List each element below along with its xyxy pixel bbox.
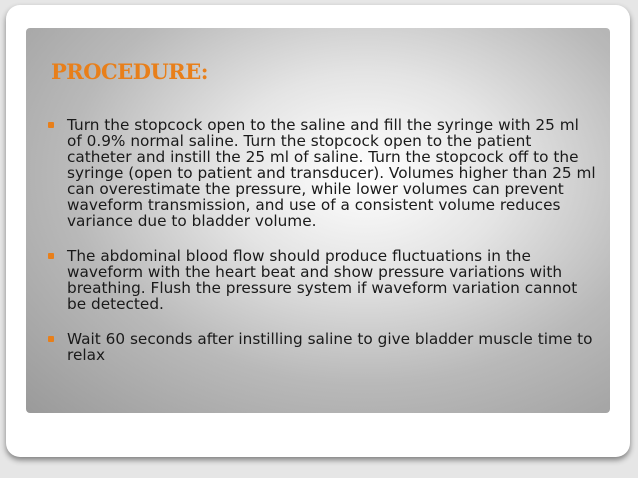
bullet-item (48, 117, 596, 229)
bullet-text: The abdominal blood flow should produce fluctuations in the waveform with the heart beat and show pressure variations with breathing. Flush the pressure system if waveform variation cannot be detected. (67, 247, 578, 313)
bullet-list (48, 117, 596, 363)
bullet-text: Wait 60 seconds after instilling saline to give bladder muscle time to relax (67, 330, 593, 364)
square-bullet-icon (48, 336, 54, 342)
slide-title: PROCEDURE: (51, 59, 208, 84)
square-bullet-icon (48, 253, 54, 259)
bullet-text: Turn the stopcock open to the saline and fill the syringe with 25 ml of 0.9% normal saline. Turn the stopcock open to the patient catheter and instill the 25 ml of saline. Turn the stopcock off to the syringe (open to patient and transducer). Volumes higher than 25 ml can overestimate the pressure, while lower volumes can prevent waveform transmission, and use of a consistent volume reduces variance due to bladder volume. (67, 116, 596, 230)
square-bullet-icon (48, 122, 54, 128)
bullet-item (48, 248, 596, 312)
bullet-item (48, 331, 596, 363)
